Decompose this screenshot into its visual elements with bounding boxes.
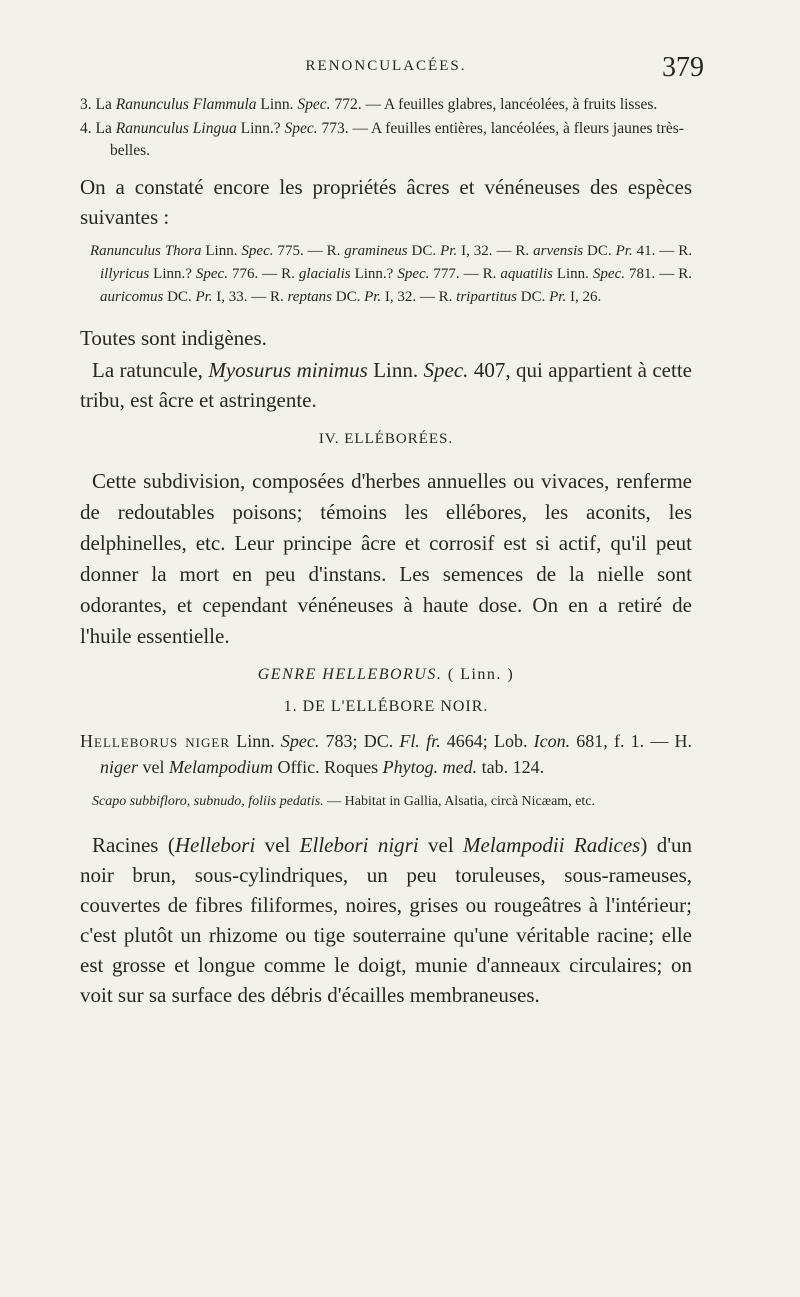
citation-text: Linn. (201, 243, 242, 259)
running-title: RENONCULACÉES. (305, 58, 467, 74)
citation-text: I, 32. — R. (381, 289, 457, 305)
citation-italic: Pr. (364, 289, 382, 305)
ratuncule-prefix: La ratuncule, (92, 358, 209, 382)
citation-text: DC. (517, 289, 550, 305)
ratuncule-spec: Spec. (423, 358, 469, 382)
page-header (80, 52, 704, 94)
citation-text: 777. — R. (429, 266, 501, 282)
synonymy-text: 4664; Lob. (440, 731, 534, 751)
paragraph-subdivision: Cette subdivision, composées d'herbes annuelles ou vivaces, renferme de redoutables poisons; témoins les ellébores, les aconits, les delphinelles, etc. Leur principe âcre et corrosif est si actif, qu'il peut donner la mort en peu d'instans. Les semences de la nielle sont odorantes, et cependant vénéneuses à haute dose. On en a retiré de l'huile essentielle. (80, 469, 692, 648)
citation-text: DC. (583, 243, 616, 259)
synonymy-italic: Melampodium (169, 757, 273, 777)
ratuncule-latin-name: Myosurus minimus (208, 358, 368, 382)
citation-text: 41. — R. (632, 243, 692, 259)
citation-list (80, 240, 692, 309)
citation-italic: gramineus (344, 243, 408, 259)
entry-description: 773. — A feuilles entières, lancéolées, à fleurs jaunes très-belles. (110, 120, 684, 159)
species-list (80, 94, 692, 162)
synonymy-italic: niger (100, 757, 138, 777)
genus-heading (80, 666, 692, 684)
entry-prefix: La (95, 120, 116, 137)
racines-italic: Hellebori (174, 833, 256, 857)
section-title: IV. ELLÉBORÉES. (318, 431, 454, 447)
synonymy-text: vel (138, 757, 169, 777)
genus-authority: ( Linn. ) (447, 666, 515, 683)
synonymy-text: tab. 124. (477, 757, 545, 777)
citation-italic: Spec. (397, 266, 430, 282)
species-entry-3 (80, 94, 692, 116)
paragraph-ratuncule (80, 355, 692, 415)
citation-text: Linn.? (149, 266, 196, 282)
citation-italic: Pr. (615, 243, 633, 259)
citation-italic: Spec. (592, 266, 625, 282)
entry-authority: Linn.? (236, 120, 285, 137)
citation-text: 775. — R. (273, 243, 345, 259)
citation-text: I, 32. — R. (457, 243, 534, 259)
racines-italic: Ellebori nigri (299, 833, 419, 857)
synonymy-text: Offic. Roques (272, 757, 383, 777)
racines-text: vel (418, 833, 464, 857)
citation-italic: arvensis (533, 243, 584, 259)
entry-description: 772. — A feuilles glabres, lancéolées, à fruits lisses. (330, 96, 658, 113)
paragraph-acres: On a constaté encore les propriétés âcres et vénéneuses des espèces suivantes : (80, 175, 692, 229)
entry-spec: Spec. (284, 120, 318, 137)
citation-text: DC. (407, 243, 441, 259)
citation-text: I, 26. (566, 289, 602, 305)
entry-number: 3. (80, 96, 92, 113)
diagnosis (80, 792, 692, 812)
entry-number: 4. (80, 120, 92, 137)
synonymy-text: Linn. (230, 731, 281, 751)
diagnosis-latin: Scapo subbifloro, subnudo, foliis pedatis. (92, 794, 324, 809)
citation-italic: glacialis (298, 266, 351, 282)
species-title: 1. DE L'ELLÉBORE NOIR. (283, 698, 489, 715)
synonymy-italic: Icon. (533, 731, 571, 751)
synonymy (80, 728, 692, 780)
entry-authority: Linn. (256, 96, 298, 113)
page-number: 379 (662, 52, 704, 83)
citation-italic: auricomus (100, 289, 164, 305)
citation-italic: aquatilis (500, 266, 553, 282)
citation-italic: Spec. (241, 243, 274, 259)
citation-italic: Pr. (440, 243, 458, 259)
citation-text: 781. — R. (625, 266, 692, 282)
entry-spec: Spec. (297, 96, 331, 113)
ratuncule-authority: Linn. (367, 358, 424, 382)
citation-italic: Spec. (195, 266, 228, 282)
citation-italic: tripartitus (456, 289, 518, 305)
citation-italic: Ranunculus Thora (90, 243, 202, 259)
citation-italic: Pr. (195, 289, 213, 305)
diagnosis-habitat: — Habitat in Gallia, Alsatia, circà Nicæam, etc. (323, 794, 596, 809)
synonymy-italic: Phytog. med. (382, 757, 478, 777)
citation-text: Linn.? (350, 266, 398, 282)
citation-text: 776. — R. (227, 266, 299, 282)
racines-text: ) d'un noir brun, sous-cylindriques, un peu toruleuses, sous-rameuses, couvertes de fibres filiformes, noires, grises ou rougeâtres à l'intérieur; c'est plutôt un rhizome ou tige souterraine qu'une véritable racine; elle est grosse et longue comme le doigt, munie d'anneaux circulaires; on voit sur sa surface des débris d'écailles membraneuses. (80, 833, 692, 1007)
paragraph-racines (80, 830, 692, 1010)
paragraph-indigenes: Toutes sont indigènes. (80, 326, 267, 350)
entry-prefix: La (95, 96, 116, 113)
synonymy-small-caps: Helleborus niger (80, 731, 231, 751)
ratuncule-text: 407, qui appartient à cette tribu, est âcre et astringente. (80, 358, 692, 412)
racines-text: Racines ( (92, 833, 175, 857)
citation-text: Linn. (552, 266, 593, 282)
synonymy-italic: Fl. fr. (399, 731, 441, 751)
citation-italic: reptans (287, 289, 332, 305)
racines-text: vel (255, 833, 300, 857)
citation-text: DC. (331, 289, 365, 305)
synonymy-text: 783; DC. (319, 731, 400, 751)
entry-latin-name: Ranunculus Lingua (115, 120, 237, 137)
synonymy-text: 681, f. 1. — H. (570, 731, 692, 751)
citation-text: I, 33. — R. (212, 289, 288, 305)
synonymy-italic: Spec. (280, 731, 320, 751)
citation-text: DC. (163, 289, 196, 305)
citation-italic: Pr. (549, 289, 567, 305)
species-entry-4 (80, 118, 692, 162)
entry-latin-name: Ranunculus Flammula (115, 96, 257, 113)
citation-italic: illyricus (100, 266, 150, 282)
genus-title: GENRE HELLEBORUS. (257, 666, 443, 683)
racines-italic: Melampodii Radices (463, 833, 641, 857)
